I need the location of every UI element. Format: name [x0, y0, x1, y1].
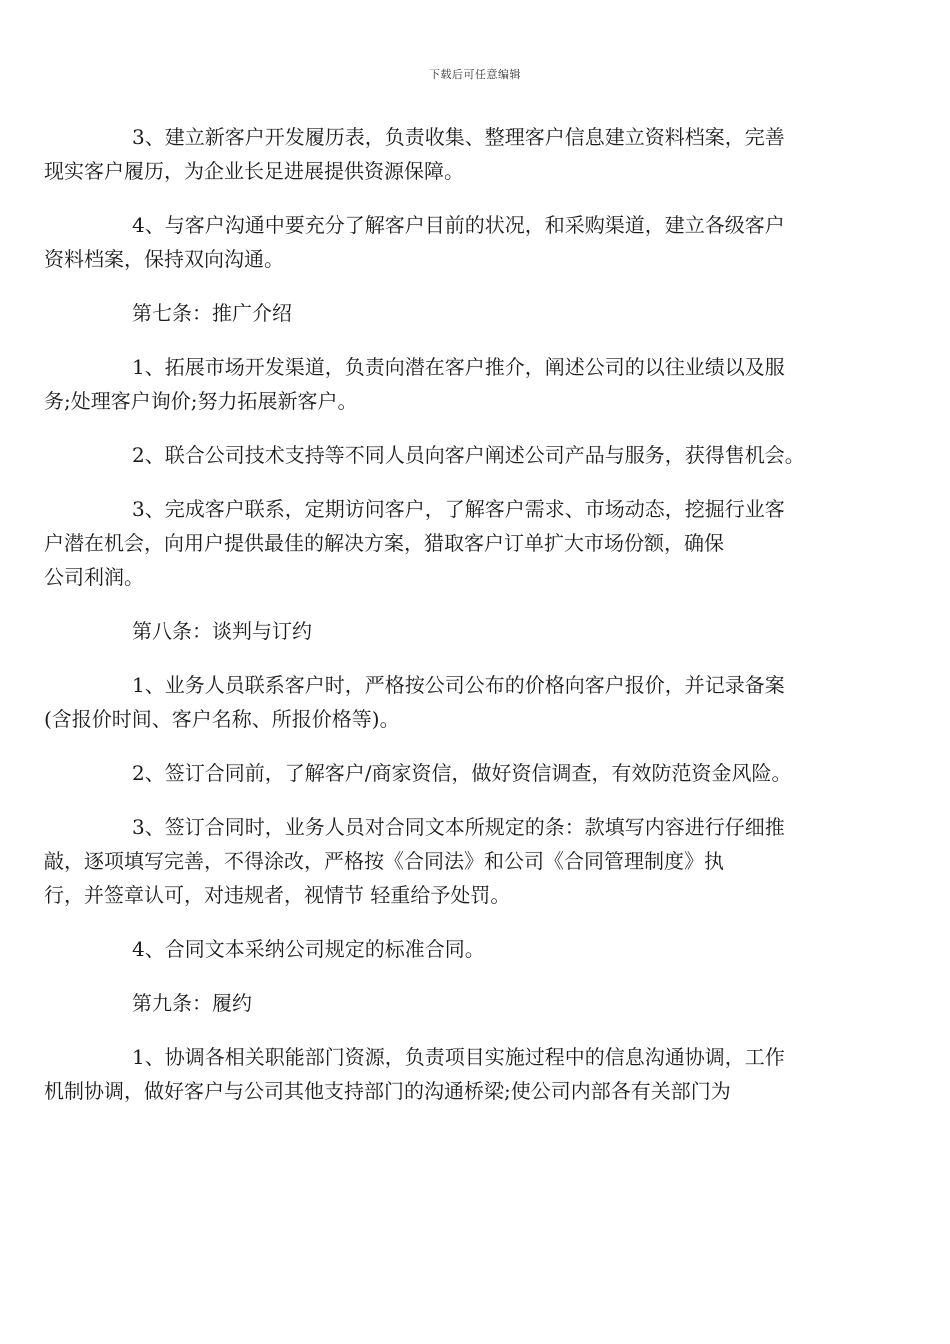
paragraph-line: (含报价时间、客户名称、所报价格等)。 [44, 707, 400, 731]
paragraph [44, 120, 878, 188]
paragraph [44, 668, 878, 736]
paragraph-line: 资料档案，保持双向沟通。 [44, 247, 284, 271]
paragraph-line: 机制协调，做好客户与公司其他支持部门的沟通桥梁;使公司内部各有关部门为 [44, 1079, 731, 1103]
paragraph [88, 756, 878, 790]
section-heading [88, 296, 878, 330]
document-body [44, 120, 878, 1128]
section-heading [88, 986, 878, 1020]
paragraph-line: 行，并签章认可，对违规者，视情节 轻重给予处罚。 [44, 883, 511, 907]
paragraph [44, 492, 878, 594]
paragraph-line: 公司利润。 [44, 565, 144, 589]
paragraph-line: 务;处理客户询价;努力拓展新客户。 [44, 389, 358, 413]
paragraph [88, 932, 878, 966]
heading-text: 第九条：履约 [132, 991, 252, 1015]
paragraph-line: 2、签订合同前，了解客户/商家资信，做好资信调查，有效防范资金风险。 [132, 761, 792, 785]
page-header: 下载后可任意编辑 [429, 68, 521, 81]
paragraph-line: 敲，逐项填写完善，不得涂改，严格按《合同法》和公司《合同管理制度》执 [44, 849, 724, 873]
paragraph-line: 3、签订合同时，业务人员对合同文本所规定的条：款填写内容进行仔细推 [132, 815, 785, 839]
paragraph [44, 350, 878, 418]
paragraph-line: 1、协调各相关职能部门资源，负责项目实施过程中的信息沟通协调，工作 [132, 1045, 785, 1069]
paragraph-line: 3、建立新客户开发履历表，负责收集、整理客户信息建立资料档案，完善 [132, 125, 785, 149]
section-heading [88, 614, 878, 648]
paragraph-line: 2、联合公司技术支持等不同人员向客户阐述公司产品与服务，获得售机会。 [132, 443, 805, 467]
paragraph-line: 3、完成客户联系，定期访问客户，了解客户需求、市场动态，挖掘行业客 [132, 497, 785, 521]
paragraph-line: 户潜在机会，向用户提供最佳的解决方案，猎取客户订单扩大市场份额，确保 [44, 531, 724, 555]
paragraph [44, 208, 878, 276]
paragraph-line: 1、拓展市场开发渠道，负责向潜在客户推介，阐述公司的以往业绩以及服 [132, 355, 785, 379]
paragraph [44, 1040, 878, 1108]
heading-text: 第八条：谈判与订约 [132, 619, 312, 643]
paragraph-line: 4、与客户沟通中要充分了解客户目前的状况，和采购渠道，建立各级客户 [132, 213, 785, 237]
paragraph-line: 现实客户履历，为企业长足进展提供资源保障。 [44, 159, 464, 183]
paragraph [44, 810, 878, 912]
paragraph-line: 4、合同文本采纳公司规定的标准合同。 [132, 937, 485, 961]
paragraph [88, 438, 878, 472]
paragraph-line: 1、业务人员联系客户时，严格按公司公布的价格向客户报价，并记录备案 [132, 673, 785, 697]
heading-text: 第七条：推广介绍 [132, 301, 292, 325]
